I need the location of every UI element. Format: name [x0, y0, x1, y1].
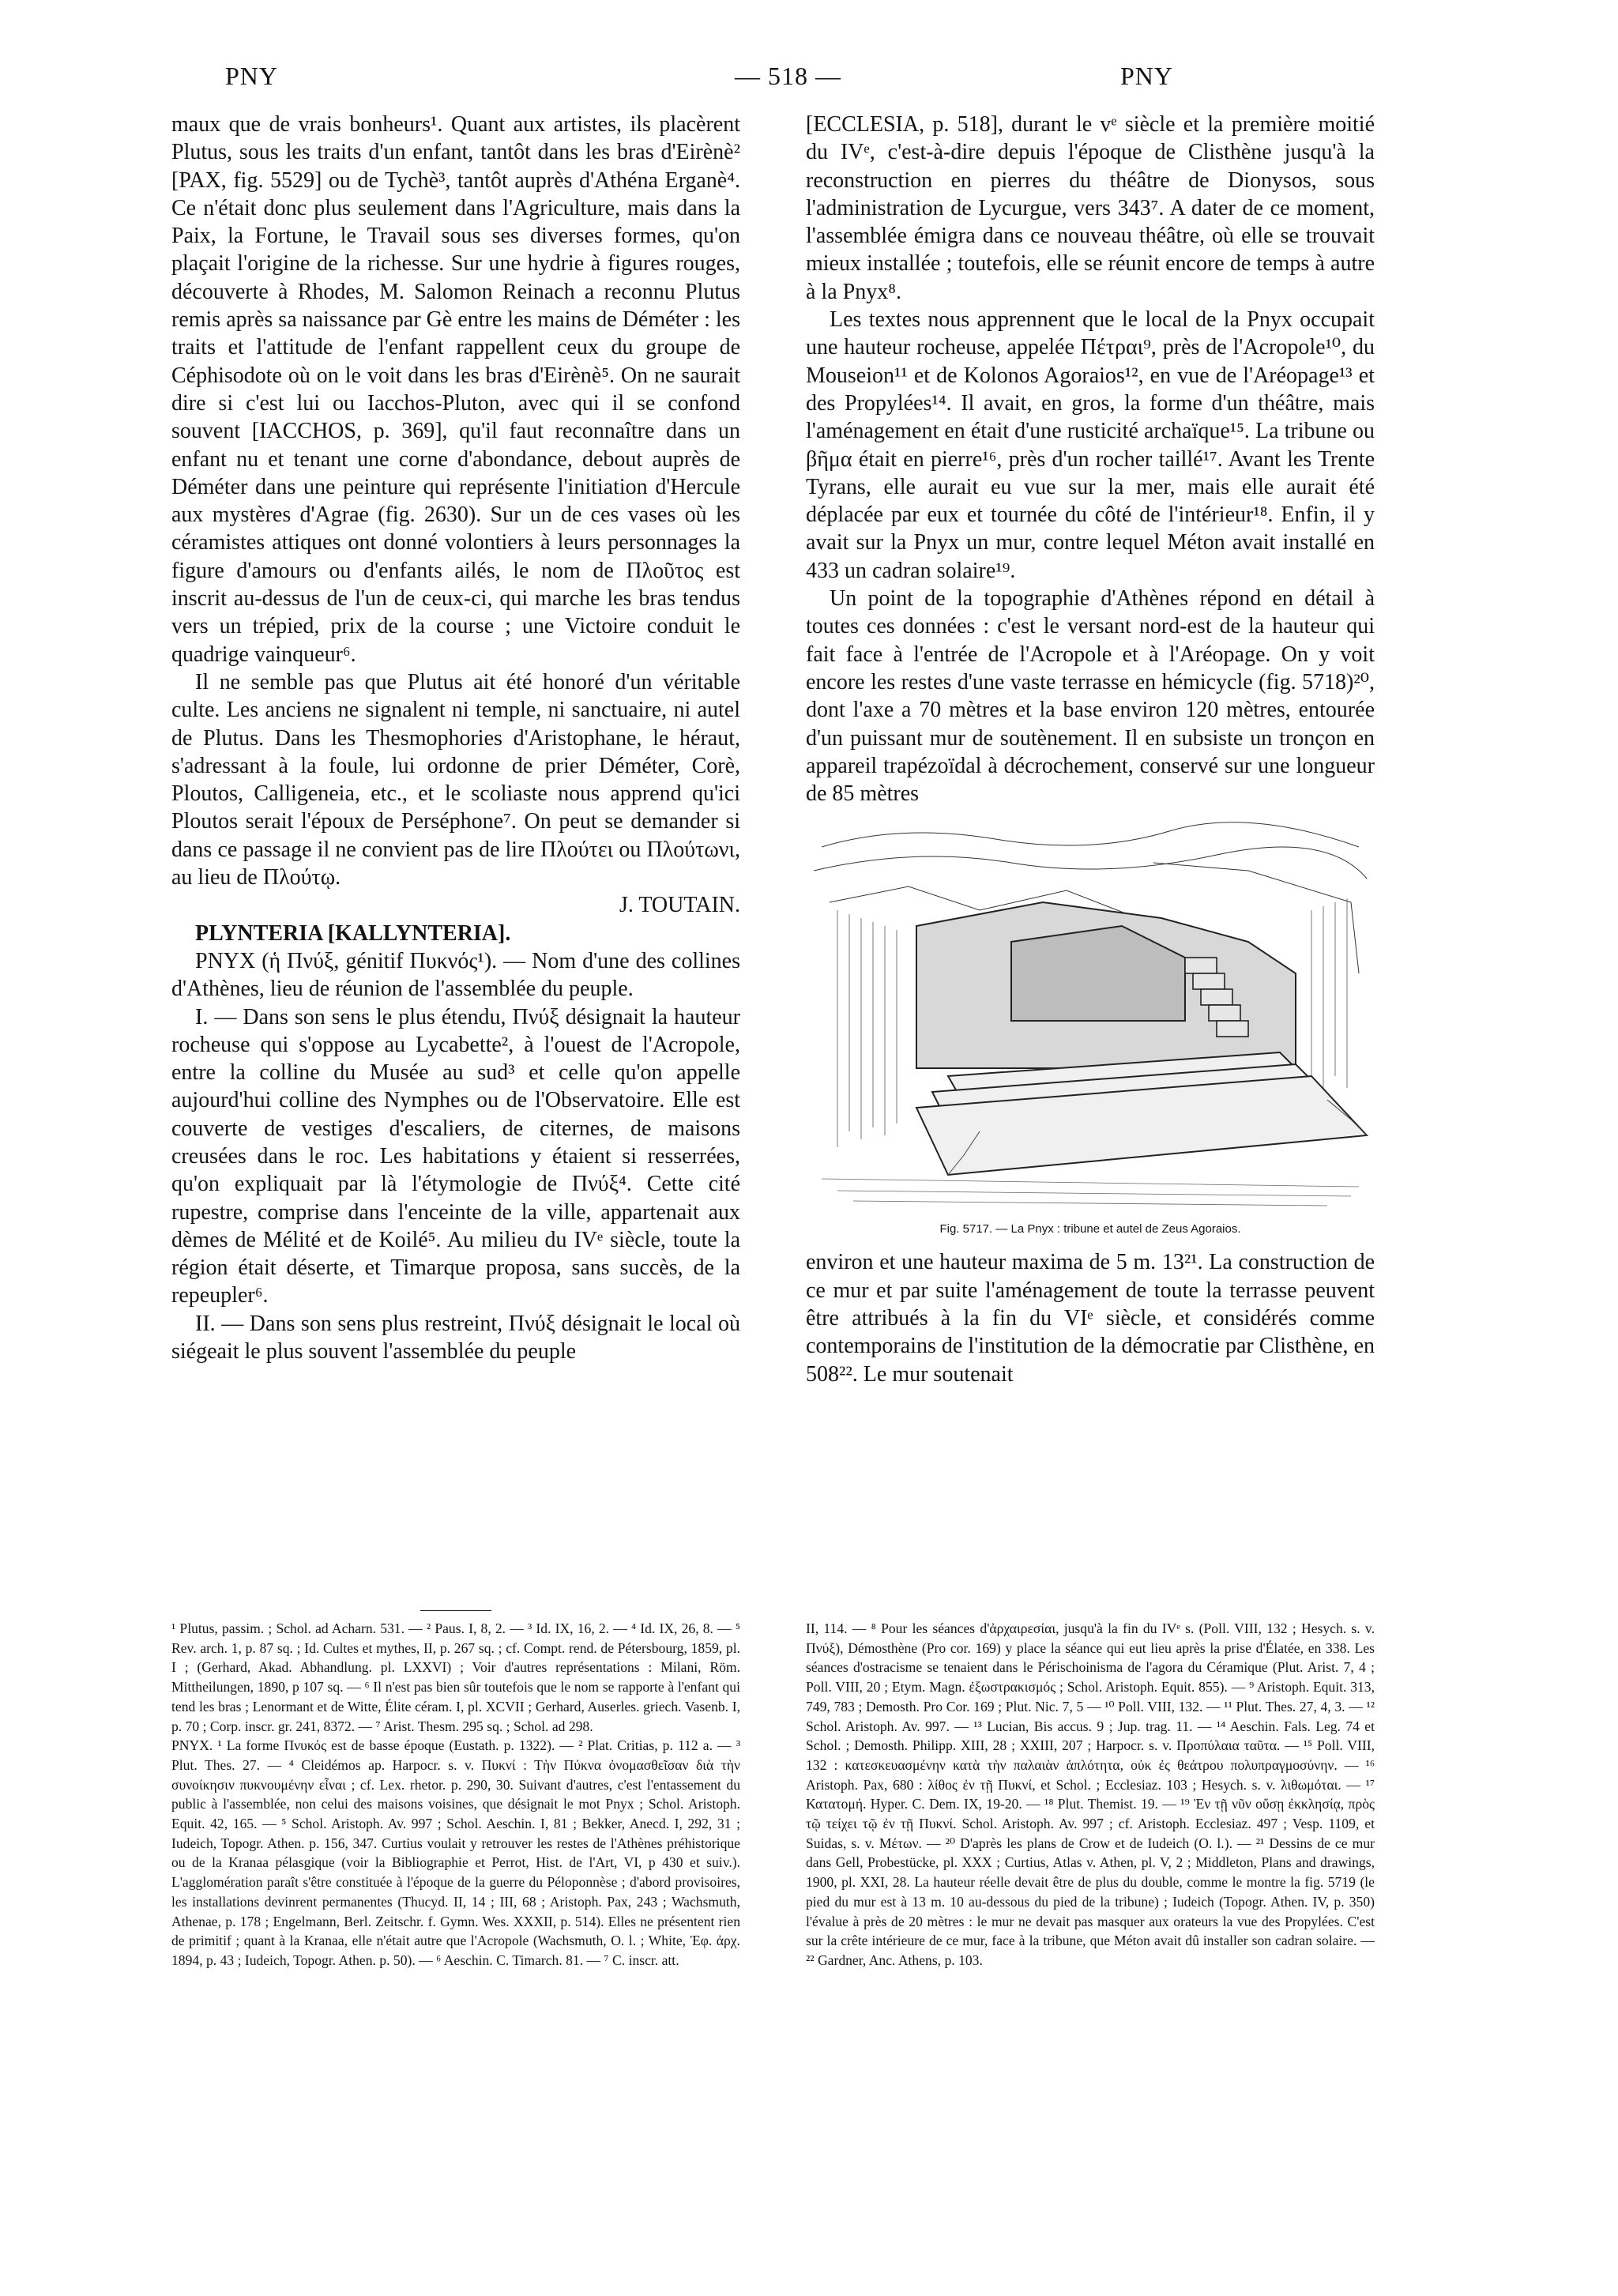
paragraph: II. — Dans son sens plus restreint, Πνύξ désignait le local où siégeait le plus souvent l'assemblée du peuple [171, 1311, 740, 1364]
paragraph: Il ne semble pas que Plutus ait été honoré d'un véritable culte. Les anciens ne signalent ni temple, ni sanctuaire, ni autel de Plutus. Dans les Thesmophories d'Aristophane, le héraut, s'adressant à la foule, lui ordonne de prier Déméter, Corè, Ploutos, Calligeneia, etc., et le scoliaste nous apprend qu'ici Ploutos serait l'époux de Perséphone⁷. On peut se demander si dans ce passage il ne convient pas de lire Πλούτει ou Πλούτωνι, au lieu de Πλούτῳ. [171, 669, 740, 890]
paragraph: [ECCLESIA, p. 518], durant le vᵉ siècle et la première moitié du IVᵉ, c'est-à-dire depuis l'époque de Clisthène jusqu'à la reconstruction en pierres du théâtre de Dionysos, sous l'administration de Lycurgue, vers 343⁷. A dater de ce moment, l'assemblée émigra dans ce nouveau théâtre, où elle se trouvait mieux installée ; toutefois, elle se réunit encore de temps à autre à la Pnyx⁸. [806, 112, 1375, 304]
page-number: — 518 — [735, 62, 841, 90]
author-signature: J. TOUTAIN. [619, 893, 740, 918]
entry-heading-pnyx: PNYX (ἡ Πνύξ, génitif Πυκνός¹). — Nom d'une des collines d'Athènes, lieu de réunion de l'assemblée du peuple. [171, 948, 740, 1002]
header-right: PNY [1120, 62, 1174, 90]
paragraph: Les textes nous apprennent que le local de la Pnyx occupait une hauteur rocheuse, appelée Πέτραι⁹, près de l'Acropole¹⁰, du Mouseion¹¹ et de Kolonos Agoraios¹², en vue de l'Aréopage¹³ et des Propylées¹⁴. Il avait, en gros, la forme d'un théâtre, mais l'aménagement en était d'une rusticité archaïque¹⁵. La tribune ou βῆμα était en pierre¹⁶, près d'un rocher taillé¹⁷. Avant les Trente Tyrans, elle aurait eu vue sur la mer, mais elle aurait été déplacée par eux et tournée du côté de l'intérieur¹⁸. Enfin, il y avait sur la Pnyx un mur, contre lequel Méton avait installé en 433 un cadran solaire¹⁹. [806, 307, 1375, 583]
entry-heading-plynteria: PLYNTERIA [KALLYNTERIA]. [195, 920, 511, 946]
figure-pnyx-tribune [806, 815, 1375, 1242]
right-column [806, 111, 1375, 1388]
header-left: PNY [225, 62, 279, 90]
paragraph: I. — Dans son sens le plus étendu, Πνύξ désignait la hauteur rocheuse qui s'oppose au Lycabette², à l'ouest de l'Acropole, entre la colline du Musée au sud³ et celle qu'on appelle aujourd'hui colline des Nymphes ou de l'Observatoire. Elle est couverte de vestiges d'escaliers, de citernes, de maisons creusées dans le roc. Les habitations y étaient si resserrées, qu'on expliquait par là l'étymologie de Πνύξ⁴. Cette cité rupestre, comprise dans l'enceinte de la ville, appartenait aux dèmes de Mélité et de Koilé⁵. Au milieu du IVᵉ siècle, toute la région était déserte, et Timarque proposa, sans succès, de la repeupler⁶. [171, 1004, 740, 1308]
figure-caption: Fig. 5717. — La Pnyx : tribune et autel de Zeus Agoraios. [939, 1222, 1241, 1236]
engraving-pnyx-illustration [806, 815, 1375, 1210]
paragraph: Un point de la topographie d'Athènes répond en détail à toutes ces données : c'est le versant nord-est de la hauteur qui fait face à l'entrée de l'Acropole et à l'Aréopage. On y voit encore les restes d'une vaste terrasse en hémicycle (fig. 5718)²⁰, dont l'axe a 70 mètres et la base environ 120 mètres, entourée d'un puissant mur de soutènement. Il en subsiste un tronçon en appareil trapézoïdal à décrochement, conservé sur une longueur de 85 mètres [806, 586, 1375, 807]
running-header [0, 62, 1618, 101]
left-column [171, 111, 740, 1365]
footnote-block: PNYX. ¹ La forme Πνυκός est de basse époque (Eustath. p. 1322). — ² Plat. Critias, p. 112 a. — ³ Plut. Thes. 27. — ⁴ Cleidémos ap. Harpocr. s. v. Πυκνί : Τὴν Πύκνα ὀνομασθεῖσαν διὰ τὴν συνοίκησιν πυκνουμένην εἶναι ; cf. Lex. rhetor. p. 290, 30. Suivant d'autres, c'est l'entassement du public à l'assemblée, non celui des maisons voisines, que désignait le mot Pnyx ; Schol. Aristoph. Equit. 42, 165. — ⁵ Schol. Aristoph. Av. 997 ; Schol. Aeschin. I, 81 ; Bekker, Anecd. I, 292, 31 ; Iudeich, Topogr. Athen. p. 156, 347. Curtius voulait y retrouver les restes de l'Athènes préhistorique ou de la Kranaa pélasgique (voir la Bibliographie et Perrot, Hist. de l'Art, VI, p 430 et suiv.). L'agglomération paraît s'être constituée à l'époque de la guerre du Péloponnèse ; d'abord provisoires, les installations devinrent permanentes (Thucyd. II, 14 ; III, 68 ; Aristoph. Pax, 243 ; Wachsmuth, Athenae, p. 178 ; Engelmann, Berl. Zeitschr. f. Gymn. Wes. XXXII, p. 514). Elles ne présentent rien de primitif ; quant à la Kranaa, elle n'était autre que l'Acropole (Wachsmuth, O. l. ; White, Ἐφ. ἀρχ. 1894, p. 43 ; Iudeich, Topogr. Athen. p. 50). — ⁶ Aeschin. C. Timarch. 81. — ⁷ C. inscr. att. [171, 1737, 740, 1968]
footnotes-right [806, 1610, 1375, 1970]
footnote-block: ¹ Plutus, passim. ; Schol. ad Acharn. 531. — ² Paus. I, 8, 2. — ³ Id. IX, 16, 2. — ⁴ Id. IX, 26, 8. — ⁵ Rev. arch. 1, p. 87 sq. ; Id. Cultes et mythes, II, p. 267 sq. ; cf. Compt. rend. de Pétersbourg, 1859, pl. I ; (Gerhard, Akad. Abhandlung. pl. LXXVI) ; Voir d'autres représentations : Milani, Röm. Mittheilungen, 1890, p 107 sq. — ⁶ Il n'est pas bien sûr toutefois que le nom se rapporte à l'enfant qui tend les bras ; Lenormant et de Witte, Élite céram. I, pl. XCVII ; Gerhard, Auserles. griech. Vasenb. I, p. 70 ; Corp. inscr. gr. 241, 8372. — ⁷ Arist. Thesm. 295 sq. ; Schol. ad 298. [171, 1620, 740, 1734]
footnote-rule [420, 1610, 491, 1611]
footnotes-left [171, 1610, 740, 1970]
paragraph: environ et une hauteur maxima de 5 m. 13²¹. La construction de ce mur et par suite l'aménagement de toute la terrasse peuvent être attribués à la fin du VIᵉ siècle, et considérés comme contemporains de l'institution de la démocratie par Clisthène, en 508²². Le mur soutenait [806, 1250, 1375, 1387]
paragraph: maux que de vrais bonheurs¹. Quant aux artistes, ils placèrent Plutus, sous les traits d'un enfant, tantôt dans les bras d'Eirènè² [PAX, fig. 5529] ou de Tychè³, tantôt auprès d'Athéna Erganè⁴. Ce n'était donc plus seulement dans l'Agriculture, mais dans la Paix, la Fortune, le Travail sous ses diverses formes, qu'on plaçait l'origine de la richesse. Sur une hydrie à figures rouges, découverte à Rhodes, M. Salomon Reinach a reconnu Plutus remis après sa naissance par Gè entre les mains de Déméter : les traits et l'attitude de l'enfant rappellent ceux du groupe de Céphisodote où on le voit dans les bras d'Eirènè⁵. On ne saurait dire si c'est lui ou Iacchos-Pluton, avec qui il se confond souvent [IACCHOS, p. 369], qu'il faut reconnaître dans un enfant nu et tenant une corne d'abondance, debout auprès de Déméter dans une peinture qui représente l'initiation d'Hercule aux mystères d'Agrae (fig. 2630). Sur un de ces vases où les céramistes attiques ont donné volontiers à leurs personnages la figure d'amours ou d'enfants ailés, le nom de Πλοῦτος est inscrit au-dessus de l'un de ceux-ci, qui marche les bras tendus vers un trépied, prix de la course ; une Victoire conduit le quadrige vainqueur⁶. [171, 112, 740, 667]
footnote-block: II, 114. — ⁸ Pour les séances d'ἀρχαιρεσίαι, jusqu'à la fin du IVᵉ s. (Poll. VIII, 132 ; Hesych. s. v. Πνύξ), Démosthène (Pro cor. 169) y place la séance qui eut lieu après la prise d'Élatée, en 338. Les séances d'ostracisme se tenaient dans le Périschoinisma de l'agora du Céramique (Plut. Arist. 7, 4 ; Poll. VIII, 20 ; Etym. Magn. ἐξωστρακισμός ; Schol. Aristoph. Equit. 855). — ⁹ Aristoph. Equit. 313, 749, 783 ; Demosth. Pro Cor. 169 ; Plut. Nic. 7, 5 — ¹⁰ Poll. VIII, 132. — ¹¹ Plut. Thes. 27, 4, 3. — ¹² Schol. Aristoph. Av. 997. — ¹³ Lucian, Bis accus. 9 ; Jup. trag. 11. — ¹⁴ Aeschin. Fals. Leg. 74 et Schol. ; Demosth. Philipp. XIII, 28 ; XXIII, 207 ; Harpocr. s. v. Προπύλαια ταῦτα. — ¹⁵ Poll. VIII, 132 : κατεσκευασμένην κατὰ τὴν παλαιὰν ἁπλότητα, οὐκ ἐς θεάτρου πολυπραγμοσύνην. — ¹⁶ Aristoph. Pax, 680 : λίθος ἐν τῇ Πυκνί, et Schol. ; Ecclesiaz. 103 ; Hesych. s. v. λιθωμόται. — ¹⁷ Κατατομή. Hyper. C. Dem. IX, 19-20. — ¹⁸ Plut. Themist. 19. — ¹⁹ Ἐν τῇ νῦν οὔσῃ ἐκκλησίᾳ, πρὸς τῷ τείχει τῷ ἐν τῇ Πυκνί. Schol. Aristoph. Av. 997 ; cf. Aristoph. Ecclesiaz. 497 ; Vesp. 1109, et Suidas, s. v. Μέτων. — ²⁰ D'après les plans de Crow et de Iudeich (O. l.). — ²¹ Dessins de ce mur dans Gell, Probestücke, pl. XXX ; Curtius, Atlas v. Athen, pl. V, 2 ; Middleton, Plans and drawings, 1900, pl. XXI, 28. La hauteur réelle devait être de plus du double, comme le montre la fig. 5719 (le pied du mur est à 13 m. 10 au-dessous du pied de la tribune) ; Iudeich (Topogr. Athen. IV, p. 350) l'évalue à près de 20 mètres : le mur ne devait pas masquer aux orateurs la vue des Propylées. C'est sur la crête intérieure de ce mur, face à la tribune, que Méton avait dû installer son cadran solaire. — ²² Gardner, Anc. Athens, p. 103. [806, 1620, 1375, 1968]
